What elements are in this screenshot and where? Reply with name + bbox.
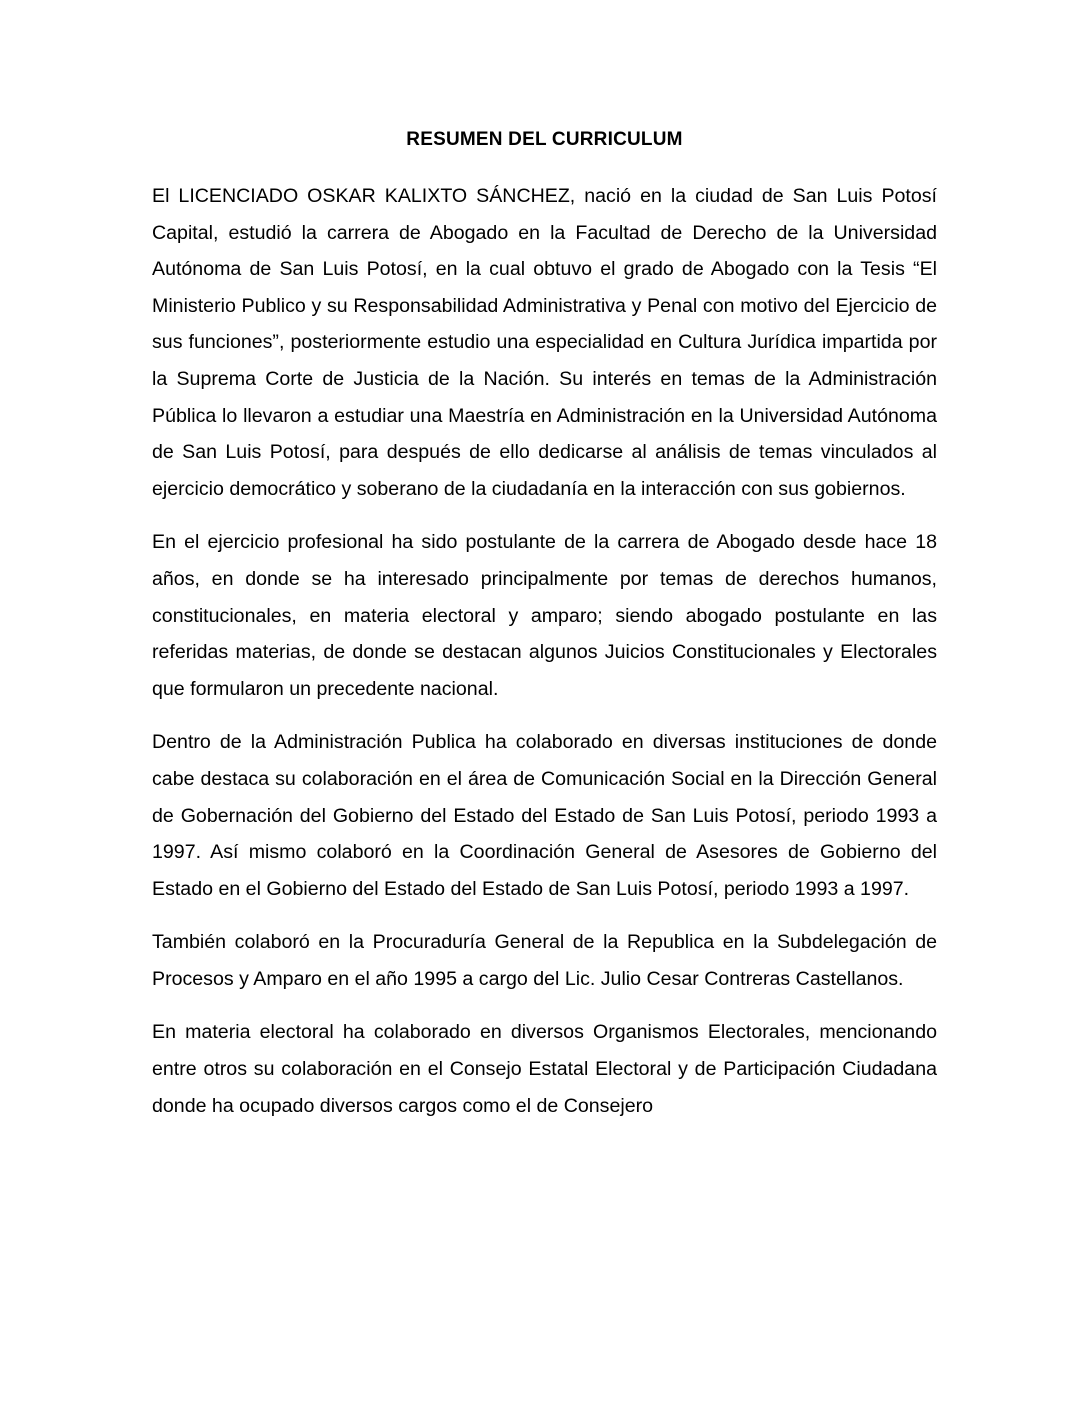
paragraph-attorney-general: También colaboró en la Procuraduría General de la Republica en la Subdelegación de Procesos y Amparo en el año 1995 a cargo del Lic. Julio Cesar Contreras Castellanos.	[152, 931, 937, 990]
paragraph-professional-practice: En el ejercicio profesional ha sido postulante de la carrera de Abogado desde hace 18 años, en donde se ha interesado principalmente por temas de derechos humanos, constitucionales, en materia electoral y amparo; siendo abogado postulante en las referidas materias, de donde se destacan algunos Juicios Constitucionales y Electorales que formularon un precedente nacional.	[152, 531, 937, 700]
document-title: RESUMEN DEL CURRICULUM	[406, 129, 683, 150]
paragraph-electoral: En materia electoral ha colaborado en diversos Organismos Electorales, mencionando entre otros su colaboración en el Consejo Estatal Electoral y de Participación Ciudadana donde ha ocupado diversos cargos como el de Consejero	[152, 1021, 937, 1117]
paragraph-education: El LICENCIADO OSKAR KALIXTO SÁNCHEZ, nació en la ciudad de San Luis Potosí Capital, estudió la carrera de Abogado en la Facultad de Derecho de la Universidad Autónoma de San Luis Potosí, en la cual obtuvo el grado de Abogado con la Tesis “El Ministerio Publico y su Responsabilidad Administrativa y Penal con motivo del Ejercicio de sus funciones”, posteriormente estudio una especialidad en Cultura Jurídica impartida por la Suprema Corte de Justicia de la Nación. Su interés en temas de la Administración Pública lo llevaron a estudiar una Maestría en Administración en la Universidad Autónoma de San Luis Potosí, para después de ello dedicarse al análisis de temas vinculados al ejercicio democrático y soberano de la ciudadanía en la interacción con sus gobiernos.	[152, 185, 937, 500]
paragraph-public-administration: Dentro de la Administración Publica ha colaborado en diversas instituciones de donde cabe destaca su colaboración en el área de Comunicación Social en la Dirección General de Gobernación del Gobierno del Estado del Estado de San Luis Potosí, periodo 1993 a 1997. Así mismo colaboró en la Coordinación General de Asesores de Gobierno del Estado en el Gobierno del Estado del Estado de San Luis Potosí, periodo 1993 a 1997.	[152, 731, 937, 900]
document-content	[152, 126, 937, 1141]
